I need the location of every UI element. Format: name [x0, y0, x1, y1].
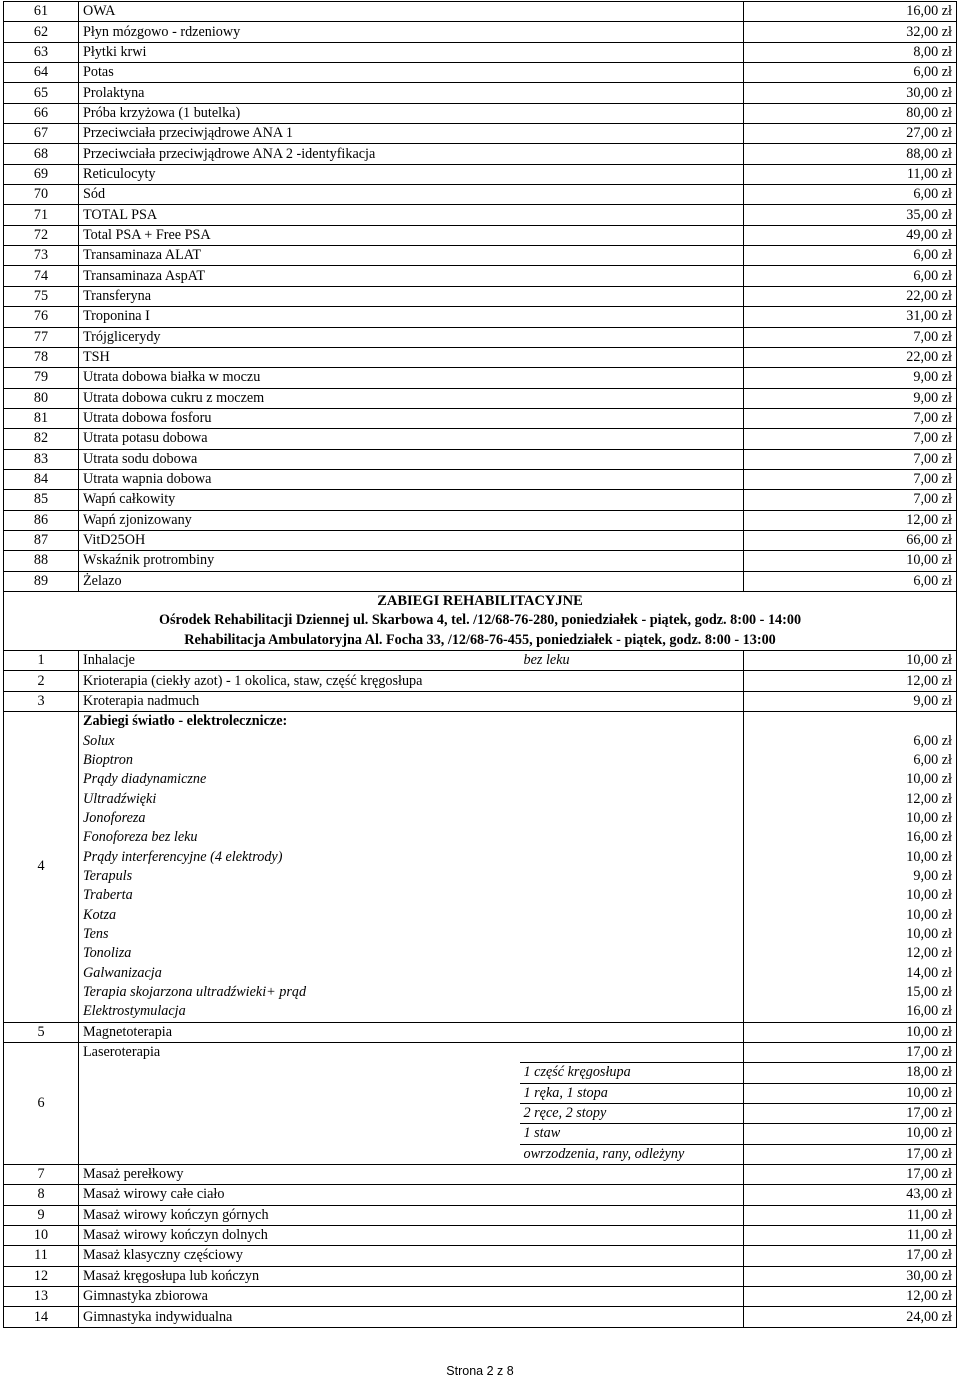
group-item [4, 1002, 957, 1022]
table-row [4, 671, 957, 691]
row-number: 78 [4, 347, 79, 367]
row-price: 30,00 zł [744, 1266, 957, 1286]
table-row [4, 551, 957, 571]
row-name: Transferyna [79, 286, 744, 306]
group-item-price: 10,00 zł [744, 1124, 957, 1144]
price-list-document [3, 1, 956, 1328]
group-item-price: 6,00 zł [744, 731, 957, 750]
row-name: Żelazo [79, 571, 744, 591]
group-item-name: Terapia skojarzona ultradźwieki+ prąd [83, 984, 307, 1001]
group-item-price: 18,00 zł [744, 1063, 957, 1083]
row-name: Masaż wirowy kończyn górnych [79, 1205, 744, 1225]
table-row [4, 205, 957, 225]
row-price: 10,00 zł [744, 551, 957, 571]
row-name: OWA [79, 2, 744, 22]
row-number: 73 [4, 246, 79, 266]
group-item-price: 17,00 zł [744, 1144, 957, 1164]
table-row [4, 408, 957, 428]
group-item [4, 770, 957, 789]
row-price: 24,00 zł [744, 1307, 957, 1327]
group-item-price: 9,00 zł [744, 867, 957, 886]
table-row [4, 124, 957, 144]
row-number: 2 [4, 671, 79, 691]
rehabilitation-section [4, 651, 957, 1328]
row-number: 62 [4, 22, 79, 42]
group-item-blank [79, 1103, 520, 1123]
row-price: 88,00 zł [744, 144, 957, 164]
group-item [4, 731, 957, 750]
row-number: 86 [4, 510, 79, 530]
row-number: 61 [4, 2, 79, 22]
group-item-price: 10,00 zł [744, 847, 957, 866]
row-name: TSH [79, 347, 744, 367]
row-number: 9 [4, 1205, 79, 1225]
row-price: 31,00 zł [744, 307, 957, 327]
group-item-price: 14,00 zł [744, 964, 957, 983]
group-item-name: Kotza [83, 906, 117, 923]
row-name: Kroterapia nadmuch [79, 691, 744, 711]
row-number: 74 [4, 266, 79, 286]
row-number: 13 [4, 1287, 79, 1307]
row-name: Masaż wirowy całe ciało [79, 1185, 744, 1205]
row-price: 11,00 zł [744, 1225, 957, 1245]
group-item-variant: owrzodzenia, rany, odleżyny [520, 1144, 744, 1164]
row-price: 35,00 zł [744, 205, 957, 225]
group-item-variant: 1 staw [520, 1124, 744, 1144]
group-item-name: Elektrostymulacja [79, 1002, 744, 1022]
row-price: 22,00 zł [744, 286, 957, 306]
group-sub-blank [520, 1042, 744, 1062]
row-price: 7,00 zł [744, 429, 957, 449]
table-row [4, 429, 957, 449]
row-price: 7,00 zł [744, 327, 957, 347]
group-item-name: Jonoforeza [83, 809, 146, 826]
row-number: 1 [4, 651, 79, 671]
section-location-2: Rehabilitacja Ambulatoryjna Al. Focha 33, /12/68-76-455, poniedziałek - piątek, godz. 8:00 - 13:00 [4, 631, 957, 651]
row-number: 3 [4, 691, 79, 711]
group-item-price: 17,00 zł [744, 1103, 957, 1123]
group-item [4, 925, 957, 944]
row-number: 12 [4, 1266, 79, 1286]
row-price: 17,00 zł [744, 1246, 957, 1266]
group-heading-price [744, 712, 957, 732]
row-name: Płytki krwi [79, 42, 744, 62]
row-number: 64 [4, 63, 79, 83]
group-item-price: 10,00 zł [744, 925, 957, 944]
row-number: 5 [4, 1022, 79, 1042]
group-item [4, 751, 957, 770]
table-row [4, 691, 957, 711]
row-name: Wskaźnik protrombiny [79, 551, 744, 571]
row-number: 8 [4, 1185, 79, 1205]
group-number: 6 [4, 1042, 79, 1164]
row-price: 12,00 zł [744, 510, 957, 530]
row-name: TOTAL PSA [79, 205, 744, 225]
row-name: Transaminaza AspAT [79, 266, 744, 286]
row-name: Masaż perełkowy [79, 1164, 744, 1184]
table-row [4, 1225, 957, 1245]
row-name: Masaż klasyczny częściowy [79, 1246, 744, 1266]
price-table [3, 1, 957, 1328]
row-number: 88 [4, 551, 79, 571]
group-item [4, 944, 957, 963]
group-item-name: Prądy interferencyjne (4 elektrody) [83, 848, 283, 865]
row-name: VitD25OH [79, 530, 744, 550]
row-number: 77 [4, 327, 79, 347]
row-price: 6,00 zł [744, 185, 957, 205]
row-price: 7,00 zł [744, 469, 957, 489]
group-item [4, 1124, 957, 1144]
row-name: Przeciwciała przeciwjądrowe ANA 1 [79, 124, 744, 144]
table-row [4, 530, 957, 550]
row-price: 11,00 zł [744, 1205, 957, 1225]
table-row [4, 510, 957, 530]
row-number: 11 [4, 1246, 79, 1266]
row-number: 83 [4, 449, 79, 469]
row-name: Potas [79, 63, 744, 83]
table-row [4, 63, 957, 83]
table-row [4, 1307, 957, 1327]
row-name: Troponina I [79, 307, 744, 327]
group-item-price: 10,00 zł [744, 770, 957, 789]
group-item-name: Tonoliza [83, 945, 132, 962]
row-name: Magnetoterapia [79, 1022, 744, 1042]
row-name: Wapń zjonizowany [79, 510, 744, 530]
row-name: Utrata dobowa fosforu [79, 408, 744, 428]
row-price: 6,00 zł [744, 63, 957, 83]
group-item [4, 886, 957, 905]
row-price: 49,00 zł [744, 225, 957, 245]
rehabilitation-header [4, 591, 957, 650]
row-name: Utrata potasu dobowa [79, 429, 744, 449]
row-price: 7,00 zł [744, 490, 957, 510]
row-number: 10 [4, 1225, 79, 1245]
group-item-name: Galwanizacja [83, 964, 162, 981]
row-name: Utrata sodu dobowa [79, 449, 744, 469]
row-number: 67 [4, 124, 79, 144]
table-row [4, 368, 957, 388]
group-item [4, 1103, 957, 1123]
row-price: 27,00 zł [744, 124, 957, 144]
table-row [4, 83, 957, 103]
row-number: 76 [4, 307, 79, 327]
row-price: 22,00 zł [744, 347, 957, 367]
group-item-variant: 1 część kręgosłupa [520, 1063, 744, 1083]
row-number: 72 [4, 225, 79, 245]
table-row [4, 347, 957, 367]
table-row [4, 388, 957, 408]
group-item-price: 10,00 zł [744, 886, 957, 905]
lab-tests-section [4, 2, 957, 592]
table-row [4, 1205, 957, 1225]
group-item [4, 983, 957, 1002]
group-item-price: 10,00 zł [744, 1083, 957, 1103]
row-price: 10,00 zł [744, 1022, 957, 1042]
row-name: Utrata dobowa białka w moczu [79, 368, 744, 388]
row-price: 43,00 zł [744, 1185, 957, 1205]
table-row [4, 2, 957, 22]
group-item [4, 867, 957, 886]
row-price: 11,00 zł [744, 164, 957, 184]
row-name: Próba krzyżowa (1 butelka) [79, 103, 744, 123]
section-title: ZABIEGI REHABILITACYJNE [4, 591, 957, 611]
group-item-price: 16,00 zł [744, 1002, 957, 1022]
row-number: 89 [4, 571, 79, 591]
row-number: 79 [4, 368, 79, 388]
group-item-blank [79, 1083, 520, 1103]
group-item-name: Ultradźwięki [83, 790, 157, 807]
group-item-price: 6,00 zł [744, 751, 957, 770]
row-name: Inhalacje [79, 651, 520, 671]
group-item [4, 964, 957, 983]
row-number: 69 [4, 164, 79, 184]
row-price: 6,00 zł [744, 266, 957, 286]
row-number: 75 [4, 286, 79, 306]
row-name: Gimnastyka indywidualna [79, 1307, 744, 1327]
group-item-price: 10,00 zł [744, 905, 957, 924]
group-item [4, 789, 957, 808]
table-row [4, 185, 957, 205]
row-number: 85 [4, 490, 79, 510]
group-heading: Laseroterapia [83, 1044, 161, 1061]
page-footer: Strona 2 z 8 [446, 1364, 514, 1378]
table-row [4, 42, 957, 62]
group-item-price: 16,00 zł [744, 828, 957, 847]
row-price: 30,00 zł [744, 83, 957, 103]
group-item-name: Terapuls [83, 867, 133, 884]
group-item [4, 1144, 957, 1164]
table-row [4, 1185, 957, 1205]
table-row [4, 1287, 957, 1307]
group-item-price: 12,00 zł [744, 789, 957, 808]
row-number: 70 [4, 185, 79, 205]
group-item [4, 1063, 957, 1083]
row-number: 82 [4, 429, 79, 449]
table-row [4, 266, 957, 286]
group-heading: Zabiegi światło - elektrolecznicze: [83, 713, 288, 730]
table-row [4, 144, 957, 164]
table-row [4, 1022, 957, 1042]
table-row [4, 1246, 957, 1266]
group-item-blank [79, 1063, 520, 1083]
table-row [4, 246, 957, 266]
row-name: Wapń całkowity [79, 490, 744, 510]
row-price: 6,00 zł [744, 571, 957, 591]
row-number: 84 [4, 469, 79, 489]
table-row [4, 103, 957, 123]
row-name: Trójglicerydy [79, 327, 744, 347]
group-heading-row [4, 1042, 957, 1062]
table-row [4, 286, 957, 306]
table-row [4, 1266, 957, 1286]
table-row [4, 327, 957, 347]
row-price: 7,00 zł [744, 408, 957, 428]
table-row [4, 22, 957, 42]
table-row [4, 449, 957, 469]
row-name: Total PSA + Free PSA [79, 225, 744, 245]
group-item-name: Fonoforeza bez leku [83, 829, 198, 846]
row-number: 71 [4, 205, 79, 225]
row-price: 12,00 zł [744, 1287, 957, 1307]
row-number: 87 [4, 530, 79, 550]
row-name: Prolaktyna [79, 83, 744, 103]
group-item [4, 905, 957, 924]
table-row [4, 490, 957, 510]
row-price: 9,00 zł [744, 691, 957, 711]
row-price: 9,00 zł [744, 388, 957, 408]
group-number: 4 [4, 712, 79, 1023]
table-row [4, 225, 957, 245]
row-price: 66,00 zł [744, 530, 957, 550]
group-heading-price: 17,00 zł [744, 1042, 957, 1062]
row-name: Utrata wapnia dobowa [79, 469, 744, 489]
group-item-blank [79, 1144, 520, 1164]
row-name: Masaż kręgosłupa lub kończyn [79, 1266, 744, 1286]
table-row [4, 164, 957, 184]
group-item-price: 10,00 zł [744, 809, 957, 828]
group-item-variant: 2 ręce, 2 stopy [520, 1103, 744, 1123]
group-item-price: 15,00 zł [744, 983, 957, 1002]
row-price: 17,00 zł [744, 1164, 957, 1184]
row-name: Sód [79, 185, 744, 205]
row-number: 66 [4, 103, 79, 123]
table-row [4, 651, 957, 671]
row-number: 14 [4, 1307, 79, 1327]
row-name: Utrata dobowa cukru z moczem [79, 388, 744, 408]
row-name: Transaminaza ALAT [79, 246, 744, 266]
row-number: 7 [4, 1164, 79, 1184]
group-item [4, 809, 957, 828]
group-item-name: Tens [83, 925, 109, 942]
row-number: 80 [4, 388, 79, 408]
row-variant: bez leku [520, 651, 744, 671]
group-item-variant: 1 ręka, 1 stopa [520, 1083, 744, 1103]
row-price: 16,00 zł [744, 2, 957, 22]
row-number: 68 [4, 144, 79, 164]
row-price: 10,00 zł [744, 651, 957, 671]
group-item [4, 1083, 957, 1103]
row-name: Przeciwciała przeciwjądrowe ANA 2 -identyfikacja [79, 144, 744, 164]
group-item-name: Bioptron [83, 751, 133, 768]
group-item [4, 828, 957, 847]
row-name: Płyn mózgowo - rdzeniowy [79, 22, 744, 42]
row-price: 8,00 zł [744, 42, 957, 62]
table-row [4, 571, 957, 591]
group-item-name: Solux [83, 732, 115, 749]
row-name: Masaż wirowy kończyn dolnych [79, 1225, 744, 1245]
row-number: 63 [4, 42, 79, 62]
row-price: 32,00 zł [744, 22, 957, 42]
group-item-price: 12,00 zł [744, 944, 957, 963]
row-price: 6,00 zł [744, 246, 957, 266]
row-price: 9,00 zł [744, 368, 957, 388]
group-item-name: Prądy diadynamiczne [83, 771, 207, 788]
table-row [4, 1164, 957, 1184]
table-row [4, 469, 957, 489]
row-name: Krioterapia (ciekły azot) - 1 okolica, staw, część kręgosłupa [79, 671, 744, 691]
row-price: 80,00 zł [744, 103, 957, 123]
row-name: Reticulocyty [79, 164, 744, 184]
row-price: 12,00 zł [744, 671, 957, 691]
row-price: 7,00 zł [744, 449, 957, 469]
row-name: Gimnastyka zbiorowa [79, 1287, 744, 1307]
group-item-blank [79, 1124, 520, 1144]
group-item [4, 847, 957, 866]
group-heading-row [4, 712, 957, 732]
table-row [4, 307, 957, 327]
section-location-1: Ośrodek Rehabilitacji Dziennej ul. Skarbowa 4, tel. /12/68-76-280, poniedziałek - piątek, godz. 8:00 - 14:00 [4, 611, 957, 630]
group-item-name: Traberta [83, 887, 133, 904]
row-number: 81 [4, 408, 79, 428]
row-number: 65 [4, 83, 79, 103]
